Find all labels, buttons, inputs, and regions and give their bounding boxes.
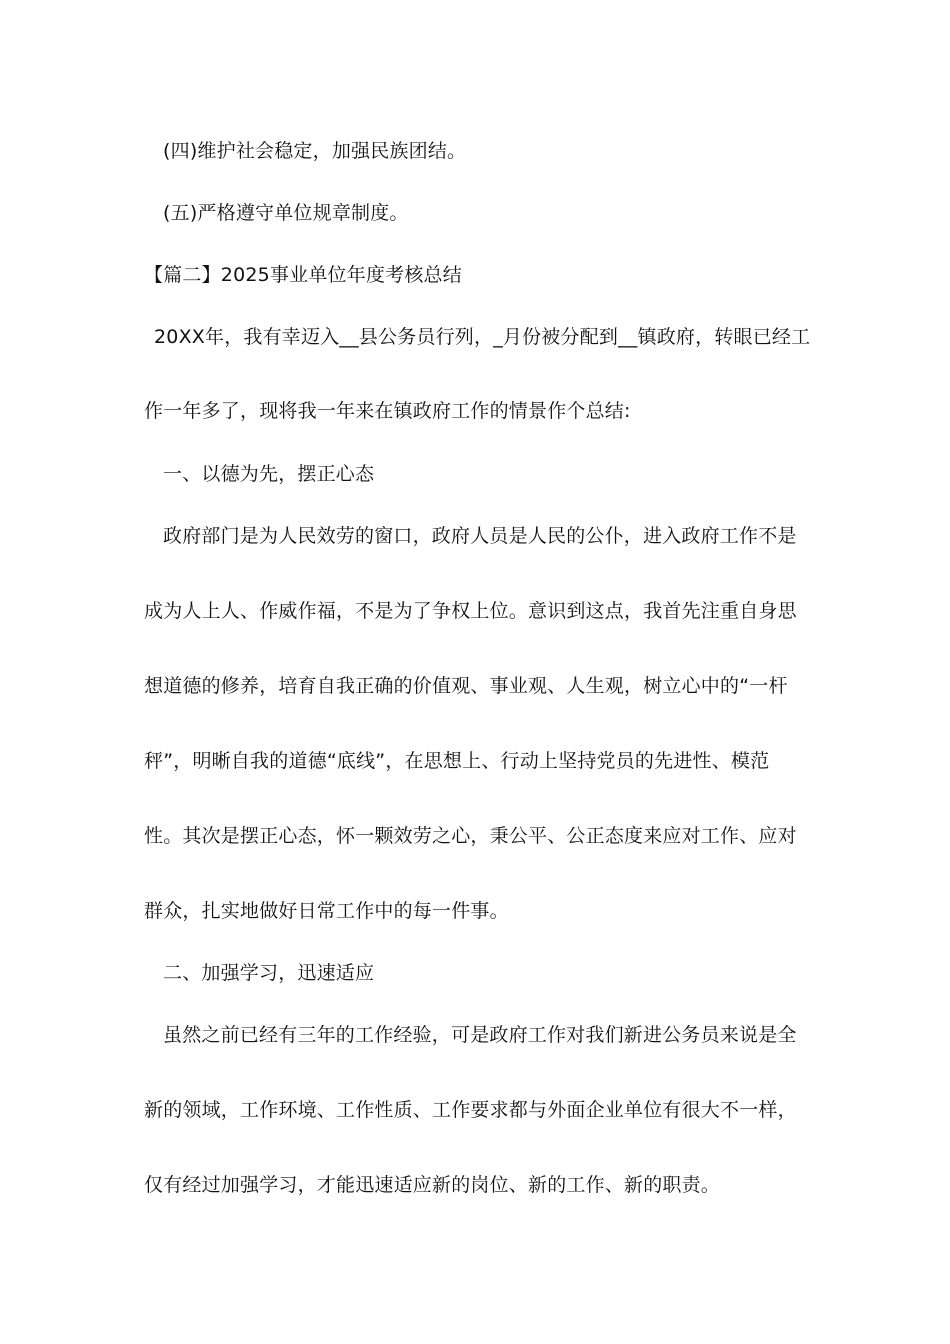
- paragraph-line: 新的领域，工作环境、工作性质、工作要求都与外面企业单位有很大不一样，: [144, 1099, 797, 1121]
- paragraph-line: 政府部门是为人民效劳的窗口，政府人员是人民的公仆，进入政府工作不是: [163, 525, 797, 547]
- paragraph-line: 作一年多了，现将我一年来在镇政府工作的情景作个总结:: [144, 400, 631, 422]
- paragraph-line: 性。其次是摆正心态，怀一颗效劳之心，秉公平、公正态度来应对工作、应对: [144, 825, 797, 847]
- paragraph-line: 秤”，明晰自我的道德“底线”，在思想上、行动上坚持党员的先进性、模范: [144, 750, 770, 772]
- section-heading-2: 二、加强学习，迅速适应: [163, 962, 375, 984]
- section-heading-1: 一、以德为先，摆正心态: [163, 463, 375, 485]
- list-item-4: (四)维护社会稳定，加强民族团结。: [163, 140, 467, 162]
- paragraph-line: 仅有经过加强学习，才能迅速适应新的岗位、新的工作、新的职责。: [144, 1174, 721, 1196]
- paragraph-line: 成为人上人、作威作福，不是为了争权上位。意识到这点，我首先注重自身思: [144, 600, 797, 622]
- paragraph-line: 虽然之前已经有三年的工作经验，可是政府工作对我们新进公务员来说是全: [163, 1024, 797, 1046]
- section-title: 【篇二】2025事业单位年度考核总结: [144, 264, 462, 286]
- paragraph-line: 想道德的修养，培育自我正确的价值观、事业观、人生观，树立心中的“一杆: [144, 675, 788, 697]
- paragraph-line: 群众，扎实地做好日常工作中的每一件事。: [144, 900, 509, 922]
- paragraph-line: 20XX年，我有幸迈入__县公务员行列，_月份被分配到__镇政府，转眼已经工: [154, 326, 811, 348]
- list-item-5: (五)严格遵守单位规章制度。: [163, 202, 409, 224]
